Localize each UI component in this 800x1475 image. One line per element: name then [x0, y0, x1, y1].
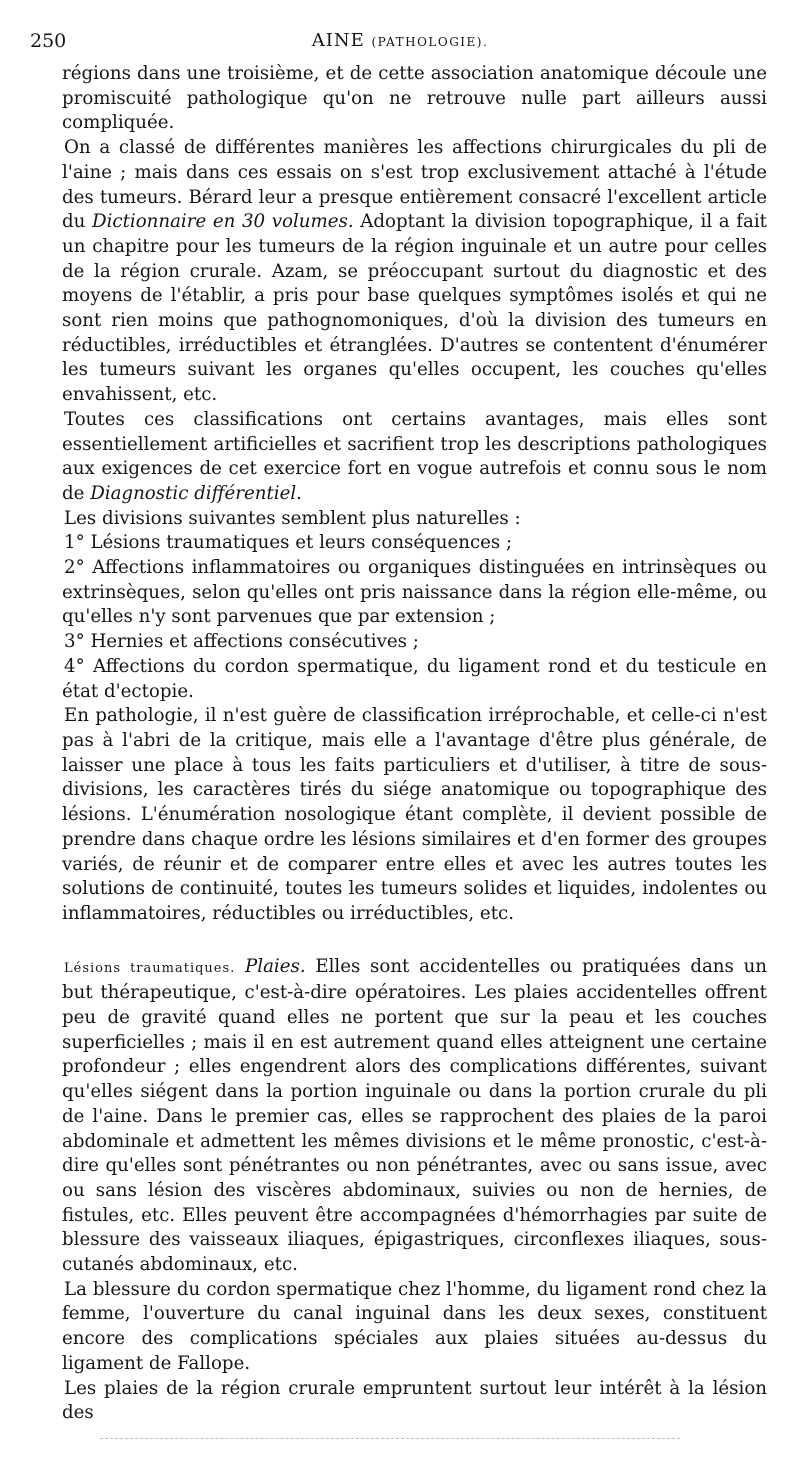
footer-rule: [100, 1438, 680, 1439]
paragraph-classifications-intro-text-b: Adoptant la division topographique, il a fait un chapitre pour les tumeurs de la région inguinale et un autre pour celles de la région crurale. Azam, se préoccupant surtout du diagnostic et des moyens de l'établir, a pris pour base quelques symptômes isolés et qui ne sont rien moins que pathognomoniques, d'où la division des tumeurs en réductibles, irréductibles et étranglées. D'autres se contentent d'énumérer les tumeurs suivant les organes qu'elles occupent, les couches qu'elles envahissent, etc.: [62, 211, 767, 406]
list-item-1: 1° Lésions traumatiques et leurs conséquences ;: [64, 532, 513, 554]
paragraph-divisions-lead: Les divisions suivantes semblent plus naturelles :: [64, 507, 521, 529]
running-head-title: AINE: [311, 30, 365, 51]
body-text: [62, 62, 767, 1426]
paragraph-artificial-classifications-text: Toutes ces classifications ont certains avantages, mais elles sont essentiellement artificielles et sacrifient trop les descriptions pathologiques aux exigences de cet exercice fort en vogue autrefois et connu sous le nom de: [62, 408, 767, 504]
list-item-2: 2° Affections inflammatoires ou organiques distinguées en intrinsèques ou extrinsèques, selon qu'elles ont pris naissance dans la région elle-même, ou qu'elles n'y sont parvenues que par extension ;: [62, 557, 767, 628]
list-item-4: 4° Affections du cordon spermatique, du ligament rond et du testicule en état d'ectopie.: [62, 655, 767, 702]
page-header: [30, 30, 770, 58]
paragraph-spermatic-cord: La blessure du cordon spermatique chez l'homme, du ligament rond chez la femme, l'ouverture du canal inguinal dans les deux sexes, constituent encore des complications spéciales aux plaies situées au-dessus du ligament de Fallope.: [62, 1278, 767, 1374]
paragraph-crural-region: Les plaies de la région crurale empruntent surtout leur intérêt à la lésion des: [62, 1377, 767, 1424]
paragraph-traumatic-lesions-text: Elles sont accidentelles ou pratiquées dans un but thérapeutique, c'est-à-dire opératoires. Les plaies accidentelles offrent peu de gravité quand elles ne portent que sur la peau et les couches superficielles ; mais il en est autrement quand elles atteignent une certaine profondeur ; elles engendrent alors des complications différentes, suivant qu'elles siégent dans la portion inguinale ou dans la portion crurale du pli de l'aine. Dans le premier cas, elles se rapprochent des plaies de la paroi abdominale et admettent les mêmes divisions et le même pronostic, c'est-à-dire qu'elles sont pénétrantes ou non pénétrantes, avec ou sans issue, avec ou sans lésion des viscères abdominaux, suivies ou non de hernies, de fistules, etc. Elles peuvent être accompagnées d'hémorrhagies par suite de blessure des vaisseaux iliaques, épigastriques, circonflexes iliaques, sous-cutanés abdominaux, etc.: [62, 955, 767, 1276]
paragraph-classifications-intro-text-a: On a classé de différentes manières les affections chirurgicales du pli de l'aine ; mais dans ces essais on s'est trop exclusivement attaché à l'étude des tumeurs. Bérard leur a presque entièrement consacré l'excellent article du: [62, 137, 767, 233]
paragraph-traumatic-lesions: [62, 955, 767, 1278]
section-subheading: Plaies.: [245, 955, 306, 977]
paragraph-classifications-intro: [62, 136, 767, 408]
paragraph-continuation: régions dans une troisième, et de cette association anatomique découle une promiscuité pathologique qu'on ne retrouve nulle part ailleurs aussi compliquée.: [62, 63, 767, 134]
running-head-subtitle: (PATHOLOGIE).: [371, 35, 489, 49]
section-heading: Lésions traumatiques.: [64, 960, 236, 976]
paragraph-artificial-classifications: [62, 408, 767, 507]
page-number: 250: [30, 30, 67, 52]
diagnostic-reference: Diagnostic différentiel.: [90, 482, 302, 504]
section-gap: [62, 927, 767, 955]
running-head: [30, 30, 770, 51]
list-item-3: 3° Hernies et affections consécutives ;: [64, 631, 419, 653]
paragraph-pathology-classification: En pathologie, il n'est guère de classification irréprochable, et celle-ci n'est pas à l'abri de la critique, mais elle a l'avantage d'être plus générale, de laisser une place à tous les faits particuliers et d'utiliser, à titre de sous-divisions, les caractères tirés du siége anatomique ou topographique des lésions. L'énumération nosologique étant complète, il devient possible de prendre dans chaque ordre les lésions similaires et d'en former des groupes variés, de réunir et de comparer entre elles et avec les autres toutes les solutions de continuité, toutes les tumeurs solides et liquides, indolentes ou inflammatoires, réductibles ou irréductibles, etc.: [62, 705, 767, 924]
dictionary-reference: Dictionnaire en 30 volumes.: [92, 211, 354, 233]
